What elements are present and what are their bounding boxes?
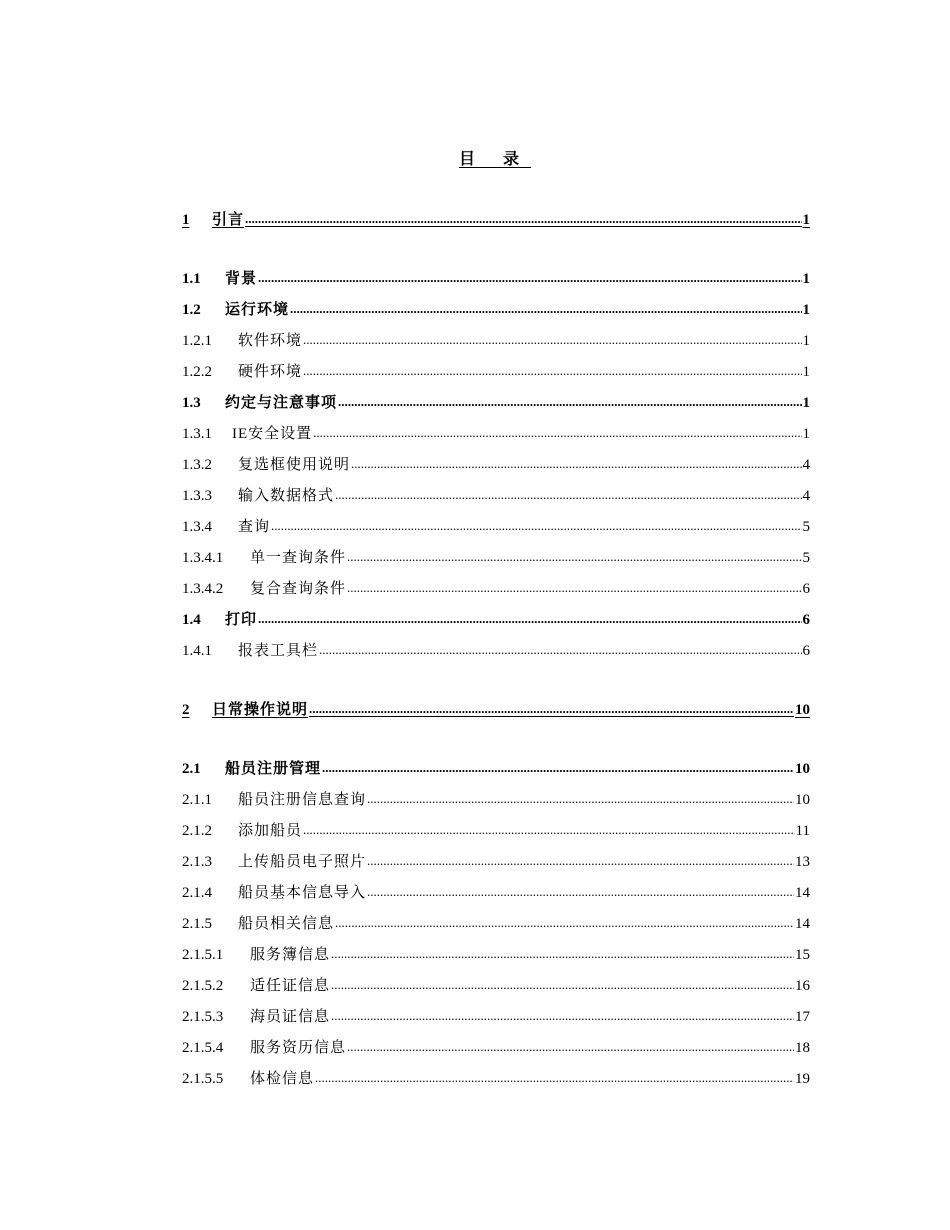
toc-entry-page: 13 [795, 854, 810, 870]
toc-entry-number: 1.4.1 [182, 643, 212, 659]
toc-entry-number: 2.1.1 [182, 792, 212, 808]
dot-leader [338, 394, 801, 411]
toc-entry-number: 1.3.4.2 [182, 581, 224, 597]
toc-entry-label: IE安全设置 [232, 426, 313, 442]
toc-entry-1-3-4-2[interactable] [182, 577, 810, 599]
dot-leader [367, 791, 794, 808]
toc-entry-number: 2 [182, 702, 190, 718]
toc-entry-number: 1.3.1 [182, 426, 212, 442]
toc-entry-page: 17 [795, 1009, 810, 1025]
toc-entry-label: 船员注册信息查询 [238, 792, 367, 808]
toc-entry-page: 1 [802, 271, 810, 287]
toc-entry-number: 1.2.2 [182, 364, 212, 380]
toc-entry-label: 船员基本信息导入 [238, 885, 367, 901]
toc-entry-1-3-1[interactable] [182, 422, 810, 444]
toc-entry-1-2[interactable] [182, 298, 810, 320]
toc-entry-page: 14 [795, 916, 810, 932]
dot-leader [322, 760, 794, 777]
toc-entry-2-1[interactable] [182, 757, 810, 779]
toc-entry-label: 输入数据格式 [238, 488, 335, 504]
toc-entry-2[interactable] [182, 698, 810, 720]
dot-leader [347, 580, 801, 597]
toc-entry-label: 单一查询条件 [250, 550, 347, 566]
toc-entry-page: 1 [802, 426, 810, 442]
dot-leader [245, 211, 801, 228]
toc-entry-page: 1 [802, 364, 810, 380]
toc-entry-page: 1 [802, 395, 810, 411]
toc-entry-number: 1 [182, 212, 190, 228]
dot-leader [313, 425, 801, 442]
toc-entry-2-1-1[interactable] [182, 788, 810, 810]
toc-entry-1-4-1[interactable] [182, 639, 810, 661]
dot-leader [309, 701, 794, 718]
toc-entry-page: 10 [795, 761, 810, 777]
toc-entry-label: 打印 [225, 612, 258, 628]
toc-entry-page: 4 [802, 457, 810, 473]
toc-entry-number: 2.1.5.1 [182, 947, 224, 963]
dot-leader [271, 518, 801, 535]
toc-entry-label: 海员证信息 [250, 1009, 331, 1025]
dot-leader [303, 363, 801, 380]
toc-entry-1-1[interactable] [182, 267, 810, 289]
toc-entry-label: 报表工具栏 [238, 643, 319, 659]
toc-entry-number: 1.4 [182, 612, 201, 628]
toc-entry-label: 硬件环境 [238, 364, 303, 380]
toc-entry-number: 2.1.5.4 [182, 1040, 224, 1056]
toc-entry-number: 1.2.1 [182, 333, 212, 349]
dot-leader [315, 1070, 794, 1087]
toc-entry-number: 2.1.5 [182, 916, 212, 932]
toc-entry-page: 15 [795, 947, 810, 963]
toc-entry-page: 14 [795, 885, 810, 901]
toc-entry-2-1-5-3[interactable] [182, 1005, 810, 1027]
toc-entry-page: 18 [795, 1040, 810, 1056]
toc-entry-page: 1 [802, 333, 810, 349]
toc-entry-2-1-5-5[interactable] [182, 1067, 810, 1089]
toc-entry-label: 约定与注意事项 [225, 395, 338, 411]
toc-entry-label: 背景 [225, 271, 258, 287]
toc-entry-number: 2.1 [182, 761, 201, 777]
toc-entry-number: 1.3.2 [182, 457, 212, 473]
toc-entry-2-1-5[interactable] [182, 912, 810, 934]
toc-entry-number: 2.1.3 [182, 854, 212, 870]
dot-leader [335, 915, 794, 932]
dot-leader [331, 977, 794, 994]
toc-entry-label: 上传船员电子照片 [238, 854, 367, 870]
toc-entry-label: 适任证信息 [250, 978, 331, 994]
toc-entry-1[interactable] [182, 208, 810, 230]
toc-entry-1-3-3[interactable] [182, 484, 810, 506]
toc-entry-label: 日常操作说明 [212, 702, 309, 718]
dot-leader [347, 1039, 794, 1056]
toc-entry-page: 10 [795, 792, 810, 808]
toc-entry-label: 船员相关信息 [238, 916, 335, 932]
toc-entry-number: 2.1.4 [182, 885, 212, 901]
dot-leader [258, 611, 801, 628]
dot-leader [331, 1008, 794, 1025]
toc-entry-page: 10 [795, 702, 810, 718]
dot-leader [347, 549, 801, 566]
toc-entry-label: 复选框使用说明 [238, 457, 351, 473]
toc-entry-number: 1.3.4 [182, 519, 212, 535]
toc-entry-page: 4 [802, 488, 810, 504]
dot-leader [351, 456, 801, 473]
toc-entry-label: 运行环境 [225, 302, 290, 318]
toc-entry-page: 6 [802, 643, 810, 659]
toc-entry-label: 服务资历信息 [250, 1040, 347, 1056]
toc-entry-page: 1 [802, 302, 810, 318]
toc-entry-number: 1.1 [182, 271, 201, 287]
toc-entry-number: 1.3.3 [182, 488, 212, 504]
toc-entry-number: 2.1.5.2 [182, 978, 224, 994]
toc-entry-2-1-4[interactable] [182, 881, 810, 903]
toc-entry-label: 体检信息 [250, 1071, 315, 1087]
toc-entry-page: 1 [802, 212, 810, 228]
toc-entry-page: 16 [795, 978, 810, 994]
toc-entry-1-3-2[interactable] [182, 453, 810, 475]
toc-entry-page: 5 [802, 519, 810, 535]
toc-entry-label: 查询 [238, 519, 271, 535]
toc-entry-number: 1.2 [182, 302, 201, 318]
toc-entry-number: 2.1.2 [182, 823, 212, 839]
dot-leader [319, 642, 801, 659]
dot-leader [303, 822, 795, 839]
toc-entry-2-1-3[interactable] [182, 850, 810, 872]
dot-leader [367, 853, 794, 870]
toc-entry-1-3-4-1[interactable] [182, 546, 810, 568]
dot-leader [258, 270, 801, 287]
toc-entry-1-4[interactable] [182, 608, 810, 630]
toc-entry-page: 5 [802, 550, 810, 566]
toc-entry-number: 2.1.5.5 [182, 1071, 224, 1087]
toc-entry-2-1-5-1[interactable] [182, 943, 810, 965]
dot-leader [303, 332, 801, 349]
toc-entry-label: 服务簿信息 [250, 947, 331, 963]
toc-entry-label: 复合查询条件 [250, 581, 347, 597]
toc-title: 目 录 [458, 151, 531, 168]
toc-entry-number: 1.3 [182, 395, 201, 411]
toc-entry-2-1-2[interactable] [182, 819, 810, 841]
toc-entry-page: 6 [802, 612, 810, 628]
toc-entry-1-2-2[interactable] [182, 360, 810, 382]
toc-entry-page: 11 [795, 823, 810, 839]
toc-entry-1-3[interactable] [182, 391, 810, 413]
dot-leader [331, 946, 794, 963]
toc-entry-page: 6 [802, 581, 810, 597]
toc-entry-label: 引言 [212, 212, 245, 228]
toc-entry-label: 添加船员 [238, 823, 303, 839]
toc-entry-2-1-5-4[interactable] [182, 1036, 810, 1058]
toc-entry-label: 软件环境 [238, 333, 303, 349]
toc-entry-label: 船员注册管理 [225, 761, 322, 777]
toc-entry-number: 2.1.5.3 [182, 1009, 224, 1025]
dot-leader [290, 301, 801, 318]
toc-entry-1-2-1[interactable] [182, 329, 810, 351]
toc-entry-page: 19 [795, 1071, 810, 1087]
dot-leader [335, 487, 801, 504]
dot-leader [367, 884, 794, 901]
toc-entry-number: 1.3.4.1 [182, 550, 224, 566]
toc-entry-1-3-4[interactable] [182, 515, 810, 537]
toc-entry-2-1-5-2[interactable] [182, 974, 810, 996]
